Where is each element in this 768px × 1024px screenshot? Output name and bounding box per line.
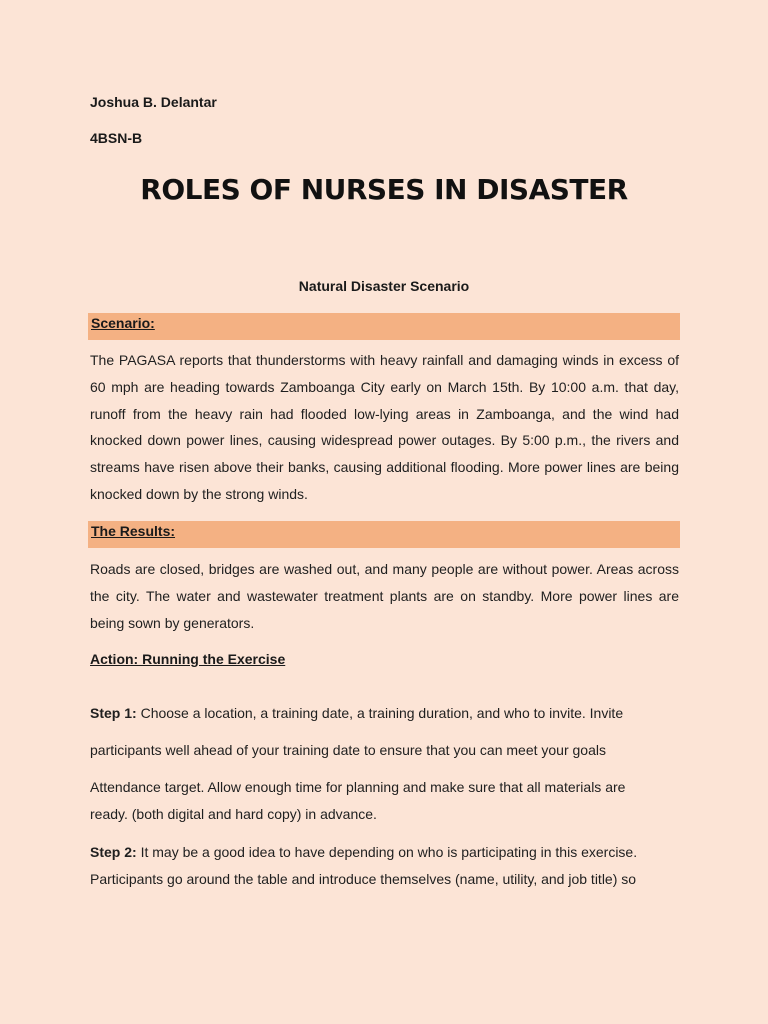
step-1-label: Step 1: (90, 705, 137, 721)
results-heading: The Results: (91, 523, 176, 539)
scenario-heading-band (88, 313, 680, 340)
step-2-line (90, 843, 680, 861)
results-heading-band (88, 521, 680, 548)
step-1-continuation: participants well ahead of your training date to ensure that you can meet your goals (90, 742, 606, 758)
step-1-line (90, 704, 680, 722)
document-subtitle: Natural Disaster Scenario (298, 278, 470, 294)
action-heading: Action: Running the Exercise (90, 651, 286, 667)
class-section: 4BSN-B (90, 130, 143, 146)
author-name: Joshua B. Delantar (90, 94, 217, 110)
step-2-continuation: Participants go around the table and introduce themselves (name, utility, and job title) so (90, 871, 637, 887)
scenario-paragraph: The PAGASA reports that thunderstorms with heavy rainfall and damaging winds in excess of 60 mph are heading towards Zamboanga City early on March 15th. By 10:00 a.m. that day, runoff from the heavy rain had flooded low-lying areas in Zamboanga, and the wind had knocked down power lines, causing widespread power outages. By 5:00 p.m., the rivers and streams have risen above their banks, causing additional flooding. More power lines are being knocked down by the strong winds. (90, 352, 679, 502)
scenario-heading: Scenario: (91, 315, 155, 331)
ready-line: ready. (both digital and hard copy) in advance. (90, 806, 377, 822)
attendance-line: Attendance target. Allow enough time for planning and make sure that all materials are (90, 779, 626, 795)
document-title: ROLES OF NURSES IN DISASTER (140, 173, 628, 206)
step-2-label: Step 2: (90, 844, 137, 860)
step-1-text: Choose a location, a training date, a training duration, and who to invite. Invite (136, 705, 624, 721)
step-2-text: It may be a good idea to have depending on who is participating in this exercise. (136, 844, 638, 860)
results-paragraph: Roads are closed, bridges are washed out, and many people are without power. Areas across the city. The water and wastewater treatment plants are on standby. More power lines are being sown by generators. (90, 561, 679, 631)
